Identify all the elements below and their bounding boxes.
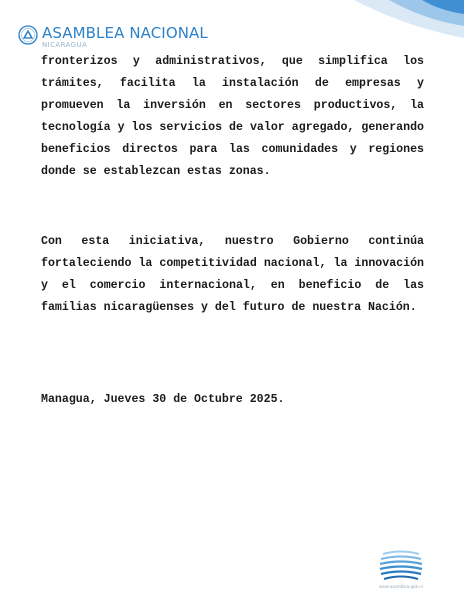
header-title: ASAMBLEA NACIONAL bbox=[42, 24, 208, 42]
parliament-waves-icon bbox=[377, 546, 425, 582]
footer-url: www.asamblea.gob.ni bbox=[379, 584, 423, 589]
header-subtitle: NICARAGUA bbox=[42, 41, 88, 49]
body-paragraph-2: Con esta iniciativa, nuestro Gobierno continúa fortaleciendo la competitividad nacional, la innovación y el comercio internacional, en beneficio de las familias nicaragüenses y del futuro de nuestra Nación. bbox=[41, 235, 424, 314]
date-line: Managua, Jueves 30 de Octubre 2025. bbox=[41, 393, 285, 406]
triangle-emblem-icon bbox=[18, 25, 38, 45]
body-paragraph-1: fronterizos y administrativos, que simplifica los trámites, facilita la instalación de empresas y promueven la inversión en sectores productivos, la tecnología y los servicios de valor agregado, generando beneficios directos para las comunidades y regiones donde se establezcan estas zonas. bbox=[41, 55, 424, 178]
